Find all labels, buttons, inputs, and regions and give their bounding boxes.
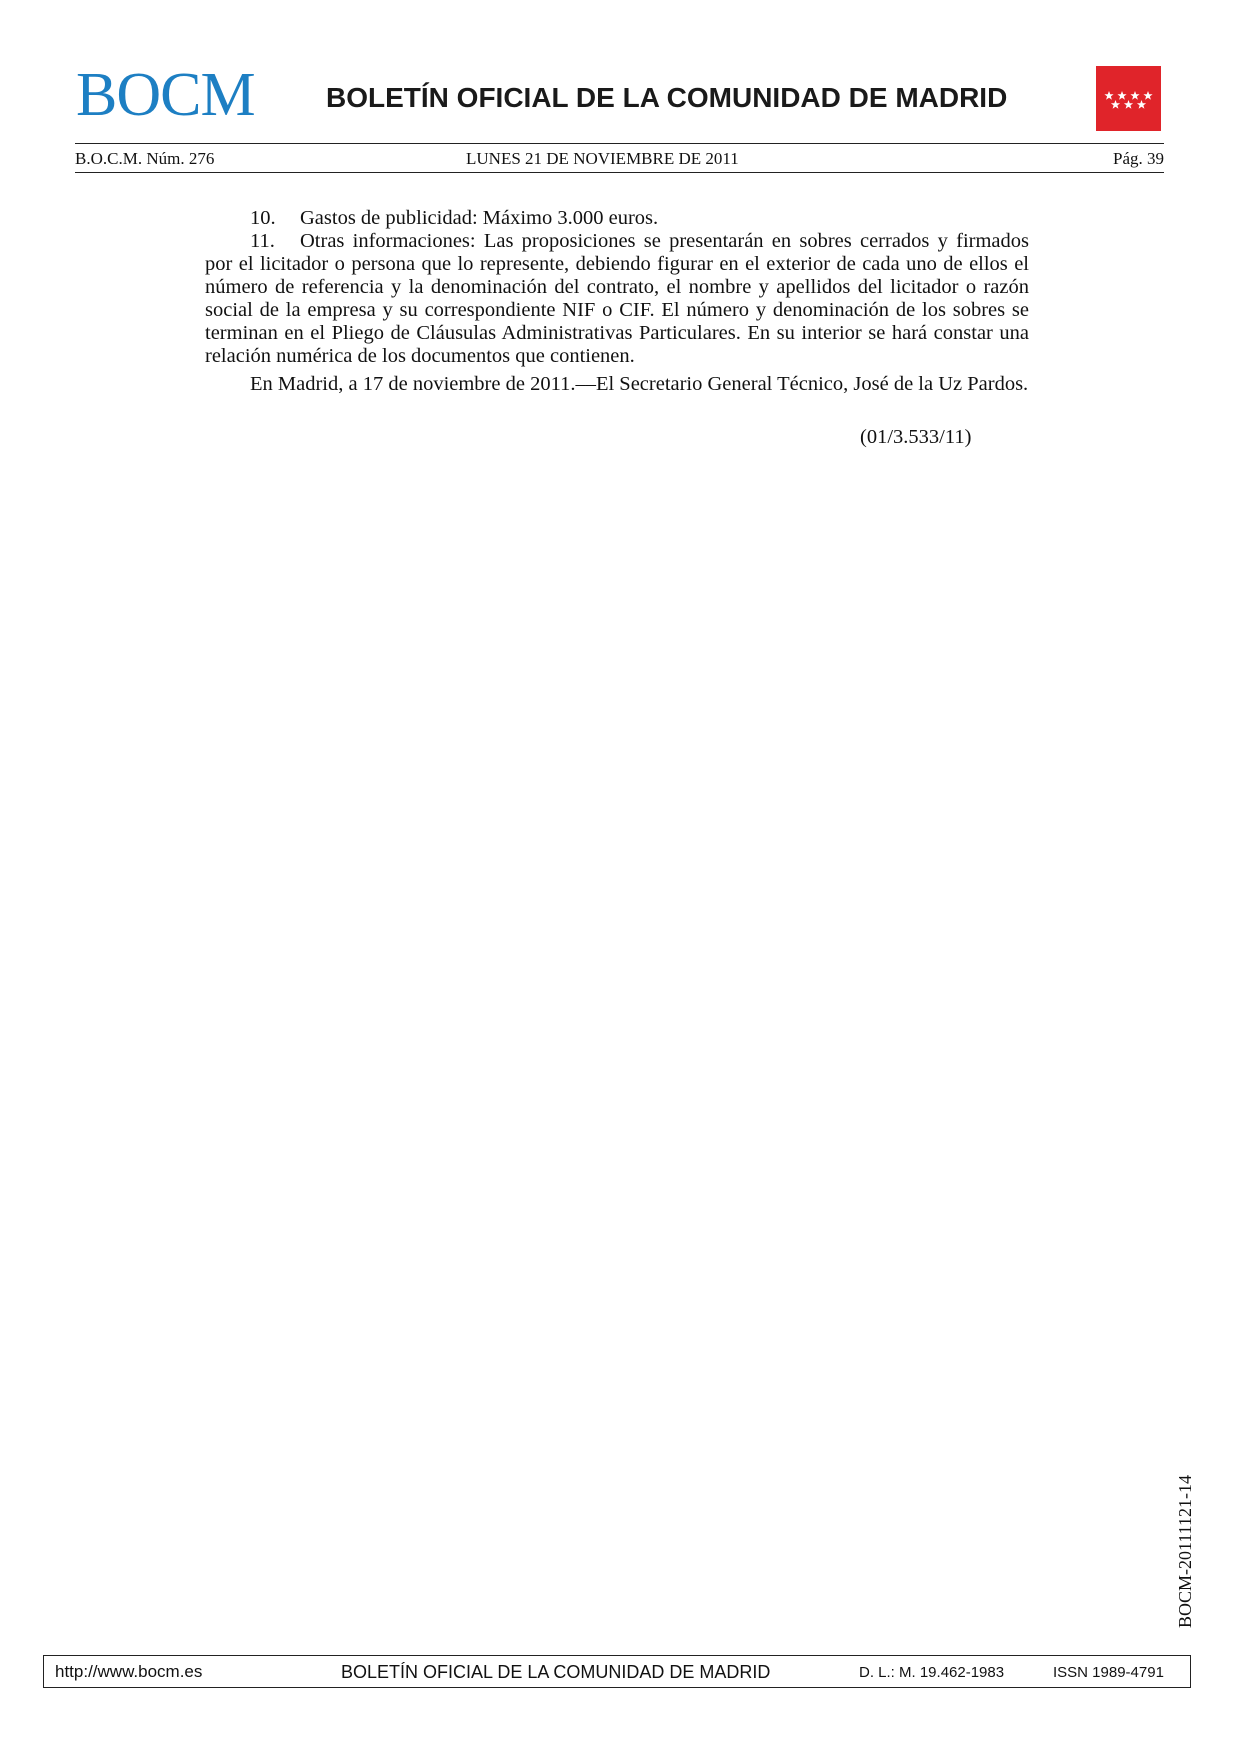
document-body — [205, 207, 1029, 396]
issue-date: LUNES 21 DE NOVIEMBRE DE 2011 — [466, 149, 739, 168]
list-item — [205, 230, 1029, 368]
masthead-title: BOLETÍN OFICIAL DE LA COMUNIDAD DE MADRID — [326, 82, 1008, 113]
footer-legal-deposit: D. L.: M. 19.462-1983 — [859, 1664, 1005, 1681]
header-rule-top — [75, 143, 1164, 144]
footer — [43, 1655, 1191, 1688]
bocm-logo: BOCM — [76, 61, 255, 129]
issue-number: B.O.C.M. Núm. 276 — [75, 149, 215, 168]
item-number: 10. — [250, 207, 276, 229]
item-text: Gastos de publicidad: Máximo 3.000 euros. — [300, 207, 659, 229]
reference-code: (01/3.533/11) — [860, 426, 972, 448]
footer-title: BOLETÍN OFICIAL DE LA COMUNIDAD DE MADRID — [341, 1662, 771, 1682]
list-item — [205, 207, 1029, 230]
document-side-id: BOCM-20111121-14 — [1175, 1475, 1195, 1628]
page-number: Pág. 39 — [1113, 149, 1164, 168]
item-text: Otras informaciones: Las proposiciones se presentarán en sobres cerrados y firmados por el licitador o persona que lo represente, debiendo figurar en el exterior de cada uno de ellos el número de referencia y la denominación del contrato, el nombre y apellidos del licitador o razón social de la empresa y su correspondiente NIF o CIF. El número y denominación de los sobres se terminan en el Pliego de Cláusulas Administrativas Particulares. En su interior se hará constar una relación numérica de los documentos que contienen. — [205, 230, 1029, 367]
footer-issn: ISSN 1989-4791 — [1053, 1664, 1164, 1681]
header-rule-bottom — [75, 172, 1164, 173]
madrid-flag-stars-icon — [1096, 66, 1161, 131]
item-number: 11. — [250, 230, 275, 252]
closing-signature: En Madrid, a 17 de noviembre de 2011.––El Secretario General Técnico, José de la Uz Pardos. — [250, 373, 1029, 395]
footer-url-link[interactable]: http://www.bocm.es — [55, 1662, 203, 1681]
